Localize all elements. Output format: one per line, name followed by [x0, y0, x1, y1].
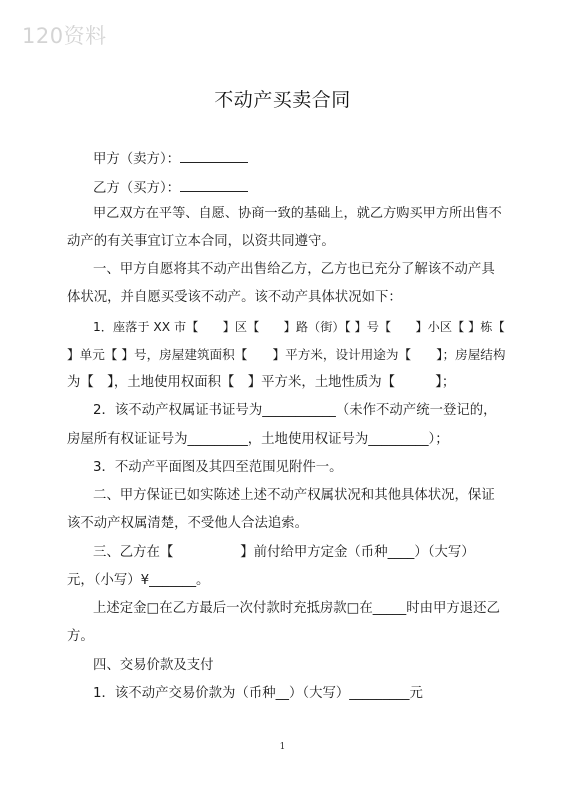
paragraph-line: 方。	[67, 629, 94, 644]
party-a-blank[interactable]	[180, 148, 248, 163]
document-title: 不动产买卖合同	[214, 89, 351, 111]
paragraph-line: 为【 】，土地使用权面积【 】平方米，土地性质为【 】；	[67, 375, 456, 390]
paragraph-line: 元，（小写）¥_______。	[67, 573, 210, 588]
party-a-label: 甲方（卖方）：	[93, 152, 181, 167]
paragraph-line: 二、甲方保证已如实陈述上述不动产权属状况和其他具体状况，保证	[93, 488, 495, 503]
paragraph-line: 甲乙双方在平等、自愿、协商一致的基础上，就乙方购买甲方所出售不	[93, 206, 502, 221]
party-b-label: 乙方（买方）：	[93, 181, 181, 196]
paragraph-line: 1．该不动产交易价款为（币种__）（大写）_________元	[93, 686, 423, 701]
paragraph-line: 3．不动产平面图及其四至范围见附件一。	[93, 460, 343, 475]
paragraph-line: 1．座落于 XX 市【 】区【 】路（街）【 】号【 】小区【 】栋【	[93, 320, 505, 334]
paragraph-line: 体状况，并自愿买受该不动产。该不动产具体状况如下：	[67, 290, 402, 305]
paragraph-line: 动产的有关事宜订立本合同，以资共同遵守。	[67, 234, 335, 249]
paragraph-line: 三、乙方在【 】前付给甲方定金（币种____）（大写）	[93, 545, 475, 560]
paragraph-line: 房屋所有权证证号为_________，土地使用权证号为_________）；	[67, 432, 449, 447]
watermark-logo: 120资料	[22, 24, 107, 48]
party-a-line	[93, 148, 507, 169]
party-b-line	[93, 177, 507, 198]
party-b-blank[interactable]	[180, 177, 248, 192]
paragraph-line: 】单元【 】号，房屋建筑面积【 】平方米，设计用途为【 】；房屋结构	[67, 347, 506, 362]
paragraph-line: 该不动产权属清楚，不受他人合法追索。	[67, 516, 309, 531]
page-number: 1	[279, 742, 286, 752]
paragraph-line: 一、甲方自愿将其不动产出售给乙方，乙方也已充分了解该不动产具	[93, 262, 495, 277]
section-heading: 四、交易价款及支付	[93, 658, 214, 673]
paragraph-line: 上述定金□在乙方最后一次付款时充抵房款□在_____时由甲方退还乙	[93, 601, 500, 616]
paragraph-line: 2．该不动产权属证书证号为___________（未作不动产统一登记的，	[93, 403, 497, 418]
